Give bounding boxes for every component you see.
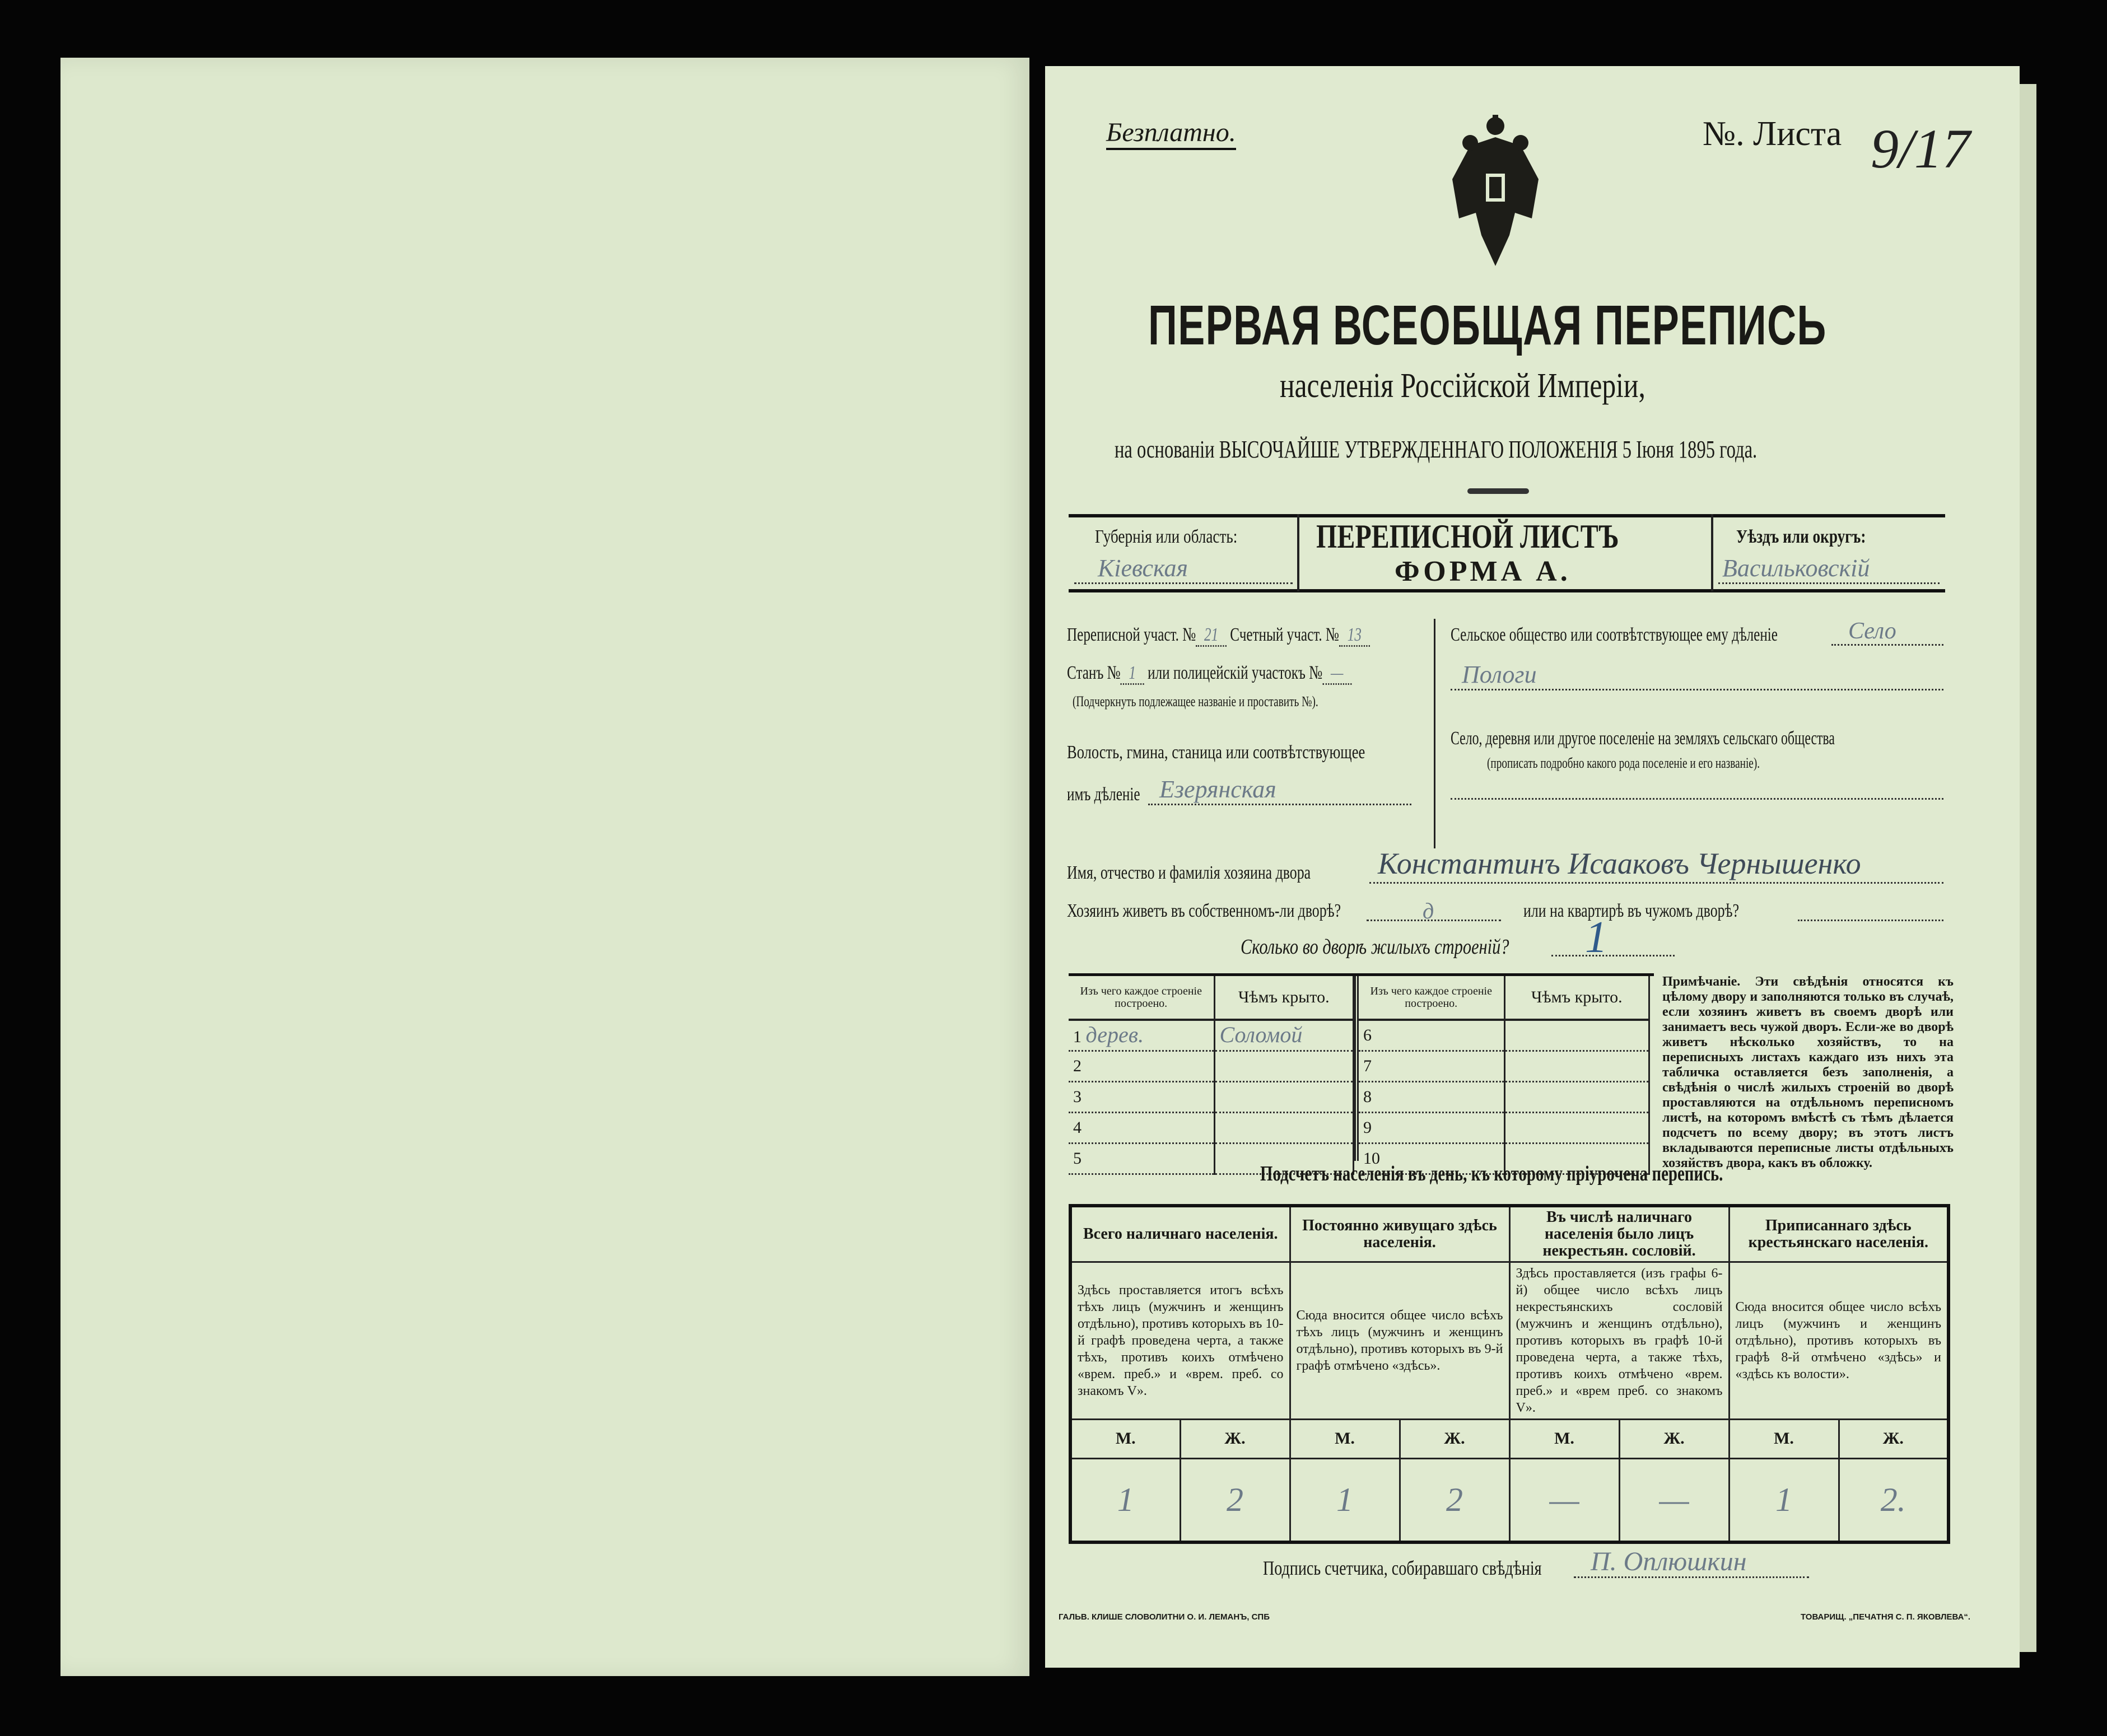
built-value: дерев.: [1085, 1022, 1144, 1048]
sheet-number-value: 9/17: [1871, 118, 1970, 180]
non-peasant-male-value[interactable]: —: [1509, 1458, 1619, 1542]
col-title: Всего наличнаго населенія.: [1070, 1206, 1290, 1262]
uezd-field: [1718, 582, 1940, 584]
row-number: 4: [1069, 1112, 1214, 1143]
printer-right: ТОВАРИЩ. „ПЕЧАТНЯ С. П. ЯКОВЛЕВА“.: [1801, 1612, 1971, 1622]
table-row: [1069, 1081, 1354, 1112]
row-number: 5: [1069, 1143, 1214, 1174]
population-table: [1069, 1204, 1950, 1544]
row-number: 3: [1069, 1081, 1214, 1112]
buildings-count-value: 1: [1585, 913, 1607, 962]
printer-left: ГАЛЬВ. КЛИШЕ СЛОВОЛИТНИ О. И. ЛЕМАНЪ, СПБ: [1059, 1612, 1270, 1622]
village-label: Село, деревня или другое поселеніе на земляхъ сельскаго общества: [1451, 728, 1835, 749]
female-header: Ж.: [1839, 1419, 1948, 1458]
uezd-label: Уѣздъ или округъ:: [1736, 526, 1866, 547]
col-desc: Здѣсь проставляется (изъ графы 6-й) общее число всѣхъ лицъ некрестьянскихъ сословій (мужчинъ и женщинъ отдѣльно), противъ которыхъ въ графѣ 10-й проведена черта, а также тѣхъ, противъ коихъ отмѣчено «врем. преб.» и «врем преб. со знакомъ V».: [1509, 1262, 1729, 1419]
left-blank-page: [60, 58, 1029, 1676]
gubernia-field: [1074, 582, 1293, 584]
buildings-count-label: Сколько во дворѣ жилыхъ строеній?: [1241, 935, 1509, 959]
fields-divider: [1434, 619, 1435, 848]
own-yard-label: Хозяинъ живетъ въ собственномъ-ли дворѣ?: [1067, 900, 1341, 921]
buildings-note: Примѣчаніе. Эти свѣдѣнія относятся къ цѣлому двору и заполняются только въ случаѣ, если хозяинъ живетъ въ своемъ дворѣ или занимаетъ весь чужой дворъ. Если-же во дворѣ живетъ нѣсколько хозяйствъ, то на переписныхъ листахъ каждаго изъ нихъ эта табличка оставляется безъ заполненія, а свѣдѣнія о числѣ жилыхъ строеній во дворѣ проставляются на отдѣльномъ переписномъ листѣ, на которомъ вмѣстѣ съ тѣмъ дѣлается подсчетъ по всему двору; въ этотъ листъ вкладываются переписные листы отдѣльныхъ хозяйствъ двора, какъ въ обложку.: [1662, 974, 1954, 1170]
roof-cell[interactable]: [1214, 1081, 1354, 1112]
female-header: Ж.: [1619, 1419, 1729, 1458]
col-built: Изъ чего каждое строеніе построено.: [1359, 976, 1504, 1020]
stan-value[interactable]: 1: [1121, 662, 1144, 685]
form-subtitle-a: ФОРМА А.: [1395, 556, 1571, 587]
uezd-value: Васильковскій: [1722, 554, 1870, 582]
census-district-value[interactable]: 21: [1196, 624, 1227, 647]
rented-field[interactable]: [1798, 920, 1943, 921]
signature-label: Подпись счетчика, собиравшаго свѣдѣнія: [1263, 1557, 1542, 1579]
sheet-number-label: №. Листа: [1703, 115, 1842, 153]
table-row: [1359, 1051, 1649, 1081]
col-title: Въ числѣ наличнаго населенія было лицъ некрестьян. сословій.: [1509, 1206, 1729, 1262]
box-top-rule: [1069, 514, 1945, 517]
male-header: М.: [1070, 1419, 1180, 1458]
owner-label: Имя, отчество и фамилія хозяина двора: [1067, 862, 1311, 883]
population-heading: Подсчетъ населенія въ день, къ которому пріурочена перепись.: [1260, 1162, 1723, 1186]
col-roof: Чѣмъ крыто.: [1504, 976, 1649, 1020]
society-field-2[interactable]: [1451, 689, 1943, 690]
gubernia-value: Кіевская: [1098, 554, 1188, 582]
free-label: Безплатно.: [1106, 118, 1236, 150]
row-number: 1: [1073, 1028, 1082, 1047]
society-value: Село: [1848, 618, 1896, 644]
form-main-title: ПЕРВАЯ ВСЕОБЩАЯ ПЕРЕПИСЬ: [1148, 294, 1827, 357]
row-number: 7: [1359, 1051, 1504, 1081]
underline-note: (Подчеркнуть подлежащее названіе и проставить №).: [1073, 693, 1318, 710]
registered-female-value[interactable]: 2.: [1839, 1458, 1948, 1542]
roof-value: Соломой: [1214, 1020, 1354, 1051]
table-row: [1069, 1051, 1354, 1081]
row-number: 8: [1359, 1081, 1504, 1112]
roof-cell[interactable]: [1214, 1051, 1354, 1081]
table-row: [1359, 1020, 1649, 1051]
total-male-value[interactable]: 1: [1070, 1458, 1180, 1542]
row-number: 6: [1359, 1020, 1504, 1051]
rented-label: или на квартирѣ въ чужомъ дворѣ?: [1523, 900, 1740, 921]
stan-label: Станъ №: [1067, 662, 1121, 683]
gubernia-label: Губернія или область:: [1095, 526, 1238, 547]
col-roof: Чѣмъ крыто.: [1214, 976, 1354, 1020]
society-value-2: Пологи: [1462, 661, 1537, 688]
double-divider: [1354, 976, 1359, 1161]
row-number: 9: [1359, 1112, 1504, 1143]
row-number: 10: [1359, 1143, 1504, 1174]
roof-cell[interactable]: [1504, 1112, 1649, 1143]
registered-male-value[interactable]: 1: [1729, 1458, 1839, 1542]
non-peasant-female-value[interactable]: —: [1619, 1458, 1729, 1542]
owner-field[interactable]: [1369, 882, 1943, 884]
society-label: Сельское общество или соотвѣтствующее ему дѣленіе: [1451, 624, 1778, 645]
col-built: Изъ чего каждое строеніе построено.: [1069, 976, 1214, 1020]
col-desc: Сюда вносится общее число всѣхъ лицъ (мужчинъ и женщинъ отдѣльно), противъ которыхъ въ графѣ 8-й отмѣчено «здѣсь» и «здѣсь къ волости».: [1729, 1262, 1948, 1419]
ornament-divider: [1467, 488, 1529, 494]
box-divider: [1711, 514, 1713, 591]
buildings-count-field[interactable]: [1551, 955, 1675, 956]
count-district-label: Счетный участ. №: [1230, 624, 1339, 645]
buildings-table-left: [1069, 976, 1354, 1175]
table-row: [1069, 1112, 1354, 1143]
village-note: (прописать подробно какого рода поселеніе и его названіе).: [1487, 755, 1760, 771]
table-row: [1359, 1081, 1649, 1112]
total-female-value[interactable]: 2: [1180, 1458, 1290, 1542]
permanent-male-value[interactable]: 1: [1290, 1458, 1400, 1542]
police-label: или полицейскій участокъ №: [1148, 662, 1323, 683]
count-district-value[interactable]: 13: [1339, 624, 1370, 647]
census-district-label: Переписной участ. №: [1067, 624, 1196, 645]
owner-value: Константинъ Исааковъ Чернышенко: [1378, 847, 1861, 880]
male-header: М.: [1290, 1419, 1400, 1458]
male-header: М.: [1729, 1419, 1839, 1458]
roof-cell[interactable]: [1504, 1051, 1649, 1081]
roof-cell[interactable]: [1214, 1112, 1354, 1143]
buildings-table-right: [1359, 976, 1650, 1175]
male-header: М.: [1509, 1419, 1619, 1458]
form-legal-basis: на основаніи ВЫСОЧАЙШЕ УТВЕРЖДЕННАГО ПОЛОЖЕНІЯ 5 Іюня 1895 года.: [1115, 436, 1758, 463]
imperial-eagle-emblem: [1448, 112, 1543, 272]
table-row: [1359, 1112, 1649, 1143]
form-subtitle: населенія Россійской Имперіи,: [1280, 367, 1645, 405]
col-title: Постоянно живущаго здѣсь населенія.: [1290, 1206, 1509, 1262]
volost-field[interactable]: [1148, 804, 1411, 805]
col-desc: Здѣсь проставляется итогъ всѣхъ тѣхъ лицъ (мужчинъ и женщинъ отдѣльно), противъ которыхъ въ 10-й графѣ проведена черта, а также тѣхъ, противъ коихъ отмѣчено «врем. преб.» и «врем. преб. со знакомъ V».: [1070, 1262, 1290, 1419]
police-value[interactable]: —: [1322, 662, 1351, 685]
permanent-female-value[interactable]: 2: [1400, 1458, 1509, 1542]
roof-cell[interactable]: [1504, 1020, 1649, 1051]
table-row: [1069, 1020, 1354, 1051]
village-field[interactable]: [1451, 798, 1943, 800]
box-divider: [1297, 514, 1299, 591]
roof-cell[interactable]: [1504, 1081, 1649, 1112]
signature-value: П. Оплюшкин: [1591, 1547, 1747, 1576]
row-number: 2: [1069, 1051, 1214, 1081]
volost-value: Езерянская: [1159, 776, 1276, 803]
female-header: Ж.: [1400, 1419, 1509, 1458]
form-title: ПЕРЕПИСНОЙ ЛИСТЪ: [1316, 518, 1619, 555]
box-bottom-rule: [1069, 589, 1945, 592]
volost-label: Волость, гмина, станица или соотвѣтствующее: [1067, 742, 1365, 763]
col-desc: Сюда вносится общее число всѣхъ тѣхъ лицъ (мужчинъ и женщинъ отдѣльно), противъ которыхъ въ 9-й графѣ отмѣчено «здѣсь».: [1290, 1262, 1509, 1419]
female-header: Ж.: [1180, 1419, 1290, 1458]
volost-label-2: имъ дѣленіе: [1067, 784, 1140, 805]
col-title: Приписаннаго здѣсь крестьянскаго населенія.: [1729, 1206, 1948, 1262]
own-yard-value: д: [1423, 898, 1434, 923]
